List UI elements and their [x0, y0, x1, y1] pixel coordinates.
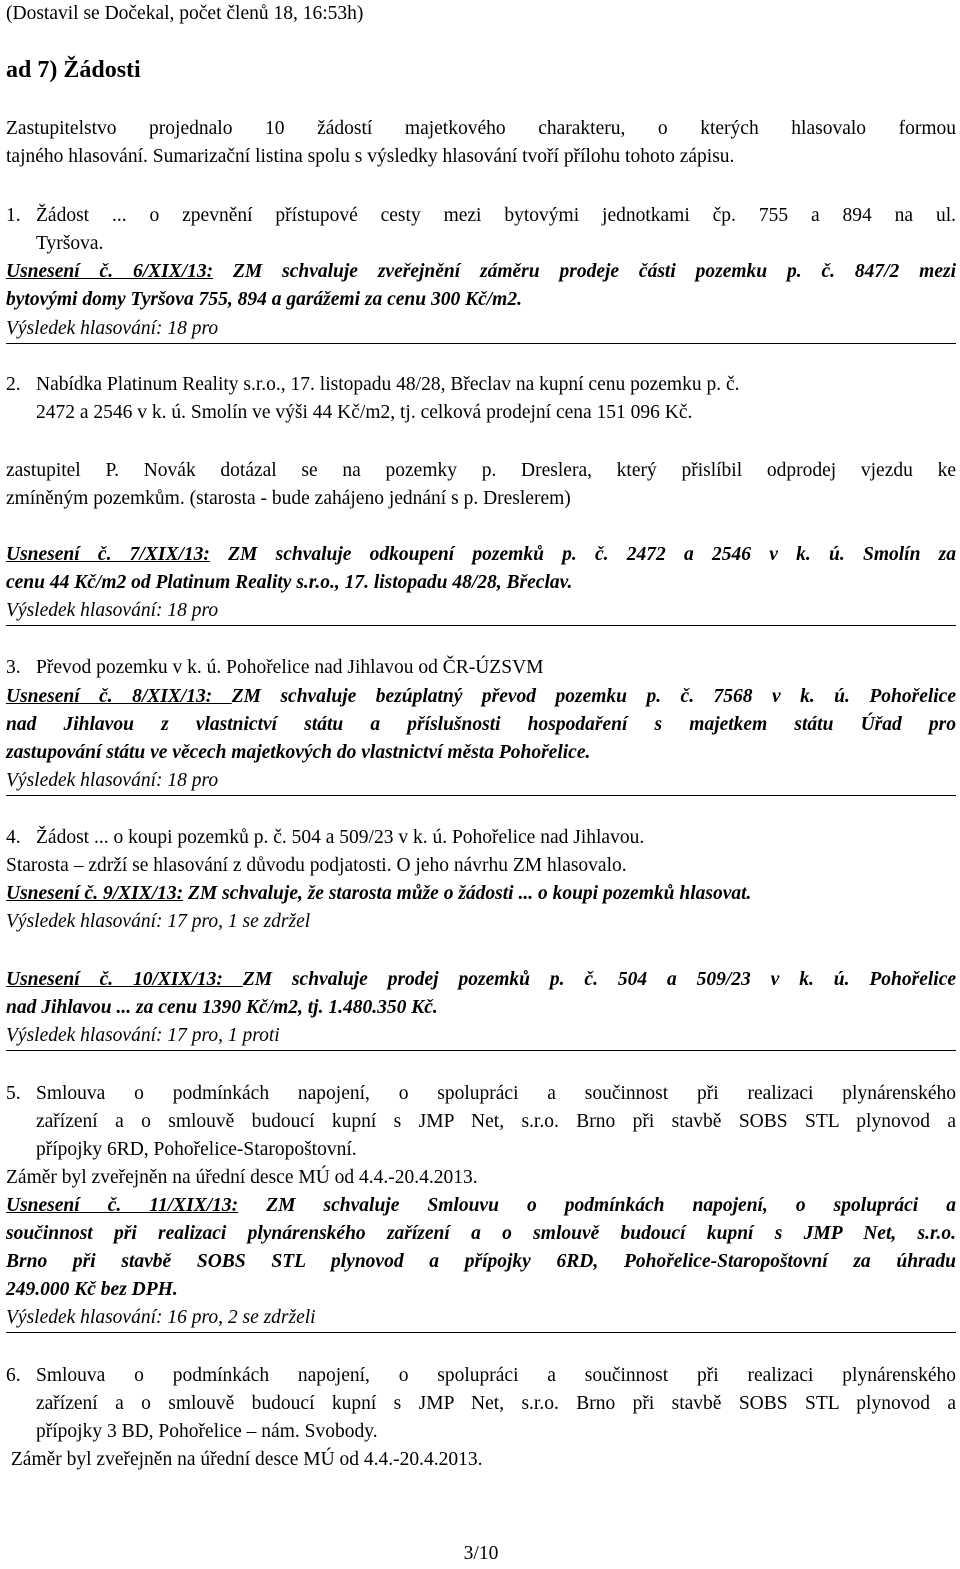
item-6-line-2: zařízení a o smlouvě budoucí kupní s JMP Net, s.r.o. Brno při stavbě SOBS STL plynovod a — [36, 1393, 956, 1414]
item-5-vote-result: Výsledek hlasování: 16 pro, 2 se zdrželi — [6, 1307, 316, 1328]
item-1-resolution-line-1: Usnesení č. 6/XIX/13: ZM schvaluje zveřejnění záměru prodeje části pozemku p. č. 847/2 mezi — [6, 261, 957, 282]
item-4-resolution-b-line-1: Usnesení č. 10/XIX/13: ZM schvaluje prodej pozemků p. č. 504 a 509/23 v k. ú. Pohořelice — [6, 969, 957, 990]
item-5-resolution-line-3: Brno při stavbě SOBS STL plynovod a přípojky 6RD, Pohořelice-Staropoštovní za úhradu — [6, 1251, 956, 1272]
divider — [6, 343, 956, 344]
item-3-resolution-label: Usnesení č. 8/XIX/13: — [6, 686, 232, 707]
item-3-resolution-line-1: Usnesení č. 8/XIX/13: ZM schvaluje bezúplatný převod pozemku p. č. 7568 v k. ú. Pohořelice — [6, 686, 956, 707]
item-2-number: 2. — [6, 374, 21, 395]
item-1-line-1: Žádost ... o zpevnění přístupové cesty mezi bytovými jednotkami čp. 755 a 894 na ul. — [36, 205, 956, 226]
item-3-line: Převod pozemku v k. ú. Pohořelice nad Jihlavou od ČR-ÚZSVM — [36, 657, 544, 678]
item-3-number: 3. — [6, 657, 21, 678]
item-3-resolution-line-2: nad Jihlavou z vlastnictví státu a příslušnosti hospodaření s majetkem státu Úřad pro — [6, 714, 956, 735]
item-2-resolution-line-2: cenu 44 Kč/m2 od Platinum Reality s.r.o., 17. listopadu 48/28, Břeclav. — [6, 572, 573, 593]
intro-line-2: tajného hlasování. Sumarizační listina spolu s výsledky hlasování tvoří přílohu tohoto zápisu. — [6, 146, 735, 167]
item-2-resolution-label: Usnesení č. 7/XIX/13: — [6, 544, 210, 565]
item-4-line: Žádost ... o koupi pozemků p. č. 504 a 509/23 v k. ú. Pohořelice nad Jihlavou. — [36, 827, 645, 848]
item-4-resolution-a: Usnesení č. 9/XIX/13: ZM schvaluje, že starosta může o žádosti ... o koupi pozemků hlasovat. — [6, 883, 752, 904]
item-1-number: 1. — [6, 205, 21, 226]
item-5-resolution-line-4: 249.000 Kč bez DPH. — [6, 1279, 178, 1300]
item-5-line-1: Smlouva o podmínkách napojení, o spolupráci a součinnost při realizaci plynárenského — [36, 1083, 956, 1104]
intro-line-1: Zastupitelstvo projednalo 10 žádostí majetkového charakteru, o kterých hlasovalo formou — [6, 118, 956, 139]
item-3-vote-result: Výsledek hlasování: 18 pro — [6, 770, 219, 791]
item-5-number: 5. — [6, 1083, 21, 1104]
item-1-vote-result: Výsledek hlasování: 18 pro — [6, 318, 219, 339]
item-4-note: Starosta – zdrží se hlasování z důvodu podjatosti. O jeho návrhu ZM hlasovalo. — [6, 855, 627, 876]
item-4-resolution-b-label: Usnesení č. 10/XIX/13: — [6, 969, 243, 990]
item-2-discussion-line-1: zastupitel P. Novák dotázal se na pozemky p. Dreslera, který přislíbil odprodej vjezdu ke — [6, 460, 956, 481]
item-2-line-2: 2472 a 2546 v k. ú. Smolín ve výši 44 Kč/m2, tj. celková prodejní cena 151 096 Kč. — [36, 402, 693, 423]
item-1-resolution-label: Usnesení č. 6/XIX/13: — [6, 261, 214, 282]
page-number: 3/10 — [463, 1543, 499, 1564]
item-5-resolution-line-1: Usnesení č. 11/XIX/13: ZM schvaluje Smlouvu o podmínkách napojení, o spolupráci a — [6, 1195, 956, 1216]
item-5-line-3: přípojky 6RD, Pohořelice-Staropoštovní. — [36, 1139, 357, 1160]
divider — [6, 1050, 956, 1051]
divider — [6, 795, 956, 796]
item-6-line-1: Smlouva o podmínkách napojení, o spolupráci a součinnost při realizaci plynárenského — [36, 1365, 956, 1386]
item-4-vote-result-b: Výsledek hlasování: 17 pro, 1 proti — [6, 1025, 280, 1046]
item-4-resolution-b-line-2: nad Jihlavou ... za cenu 1390 Kč/m2, tj. 1.480.350 Kč. — [6, 997, 438, 1018]
divider — [6, 1332, 956, 1333]
item-5-resolution-label: Usnesení č. 11/XIX/13: — [6, 1195, 239, 1216]
item-6-line-3: přípojky 3 BD, Pohořelice – nám. Svobody. — [36, 1421, 378, 1442]
divider — [6, 625, 956, 626]
item-3-resolution-line-3: zastupování státu ve věcech majetkových do vlastnictví města Pohořelice. — [6, 742, 591, 763]
item-2-vote-result: Výsledek hlasování: 18 pro — [6, 600, 219, 621]
item-4-number: 4. — [6, 827, 21, 848]
item-5-line-2: zařízení a o smlouvě budoucí kupní s JMP Net, s.r.o. Brno při stavbě SOBS STL plynovod a — [36, 1111, 956, 1132]
item-4-vote-result-a: Výsledek hlasování: 17 pro, 1 se zdržel — [6, 911, 311, 932]
item-2-discussion-line-2: zmíněným pozemkům. (starosta - bude zahájeno jednání s p. Dreslerem) — [6, 488, 571, 509]
item-6-publication-note: Záměr byl zveřejněn na úřední desce MÚ od 4.4.-20.4.2013. — [6, 1449, 483, 1470]
item-2-resolution-line-1: Usnesení č. 7/XIX/13: ZM schvaluje odkoupení pozemků p. č. 2472 a 2546 v k. ú. Smolín za — [6, 544, 956, 565]
item-5-publication-note: Záměr byl zveřejněn na úřední desce MÚ od 4.4.-20.4.2013. — [6, 1167, 478, 1188]
item-2-line-1: Nabídka Platinum Reality s.r.o., 17. listopadu 48/28, Břeclav na kupní cenu pozemku p. č. — [36, 374, 740, 395]
item-1-resolution-line-2: bytovými domy Tyršova 755, 894 a garážemi za cenu 300 Kč/m2. — [6, 289, 522, 310]
item-6-number: 6. — [6, 1365, 21, 1386]
attendance-note: (Dostavil se Dočekal, počet členů 18, 16:53h) — [6, 3, 364, 24]
item-1-line-2: Tyršova. — [36, 233, 104, 254]
section-heading: ad 7) Žádosti — [6, 57, 141, 83]
item-5-resolution-line-2: součinnost při realizaci plynárenského zařízení a o smlouvě budoucí kupní s JMP Net, s.r.o. — [6, 1223, 956, 1244]
item-4-resolution-a-label: Usnesení č. 9/XIX/13: — [6, 883, 184, 904]
